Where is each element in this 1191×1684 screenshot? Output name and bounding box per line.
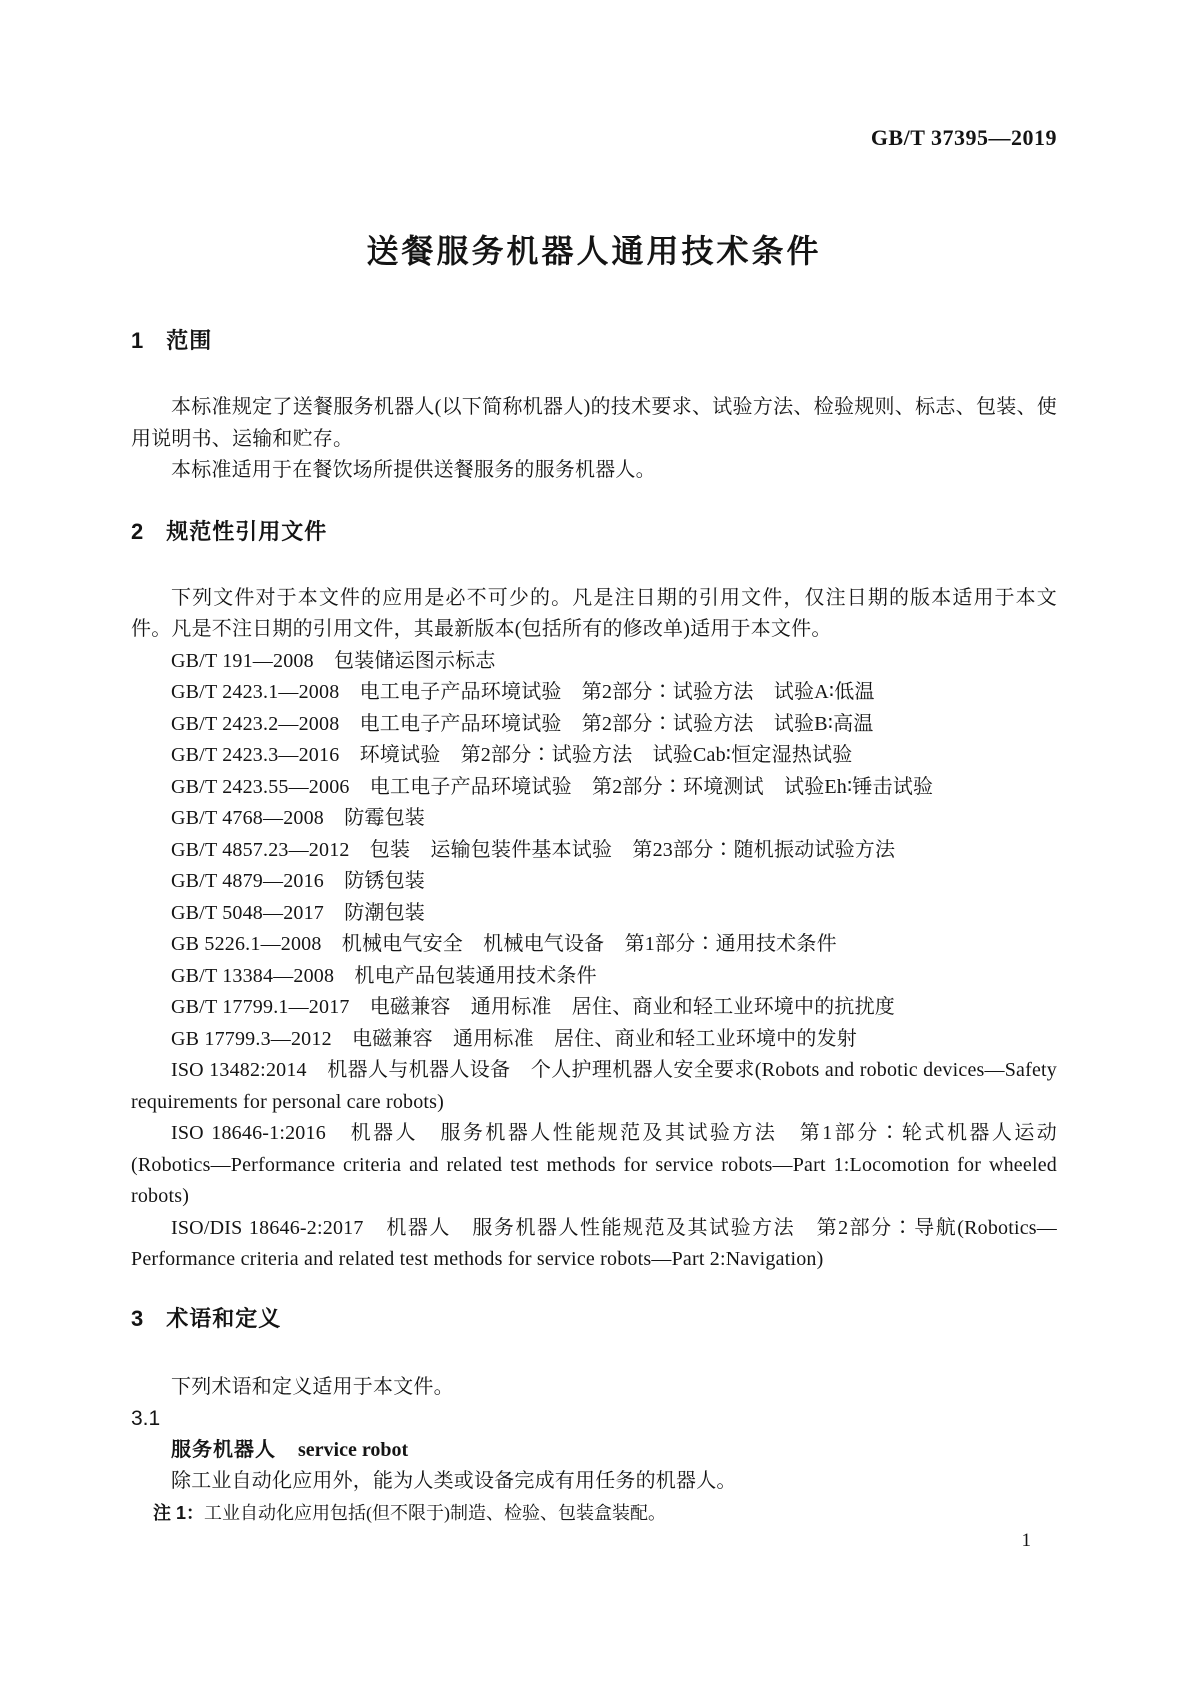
note-label: 注 1： <box>153 1502 205 1523</box>
scope-paragraph-1: 本标准规定了送餐服务机器人(以下简称机器人)的技术要求、试验方法、检验规则、标志、包装、使用说明书、运输和贮存。 <box>131 396 1057 450</box>
reference-item: GB/T 191—2008 包装储运图示标志 <box>171 649 496 672</box>
reference-item: GB/T 17799.1—2017 电磁兼容 通用标准 居住、商业和轻工业环境中的抗扰度 <box>171 996 895 1018</box>
term-zh: 服务机器人 <box>171 1438 276 1461</box>
reference-item: GB/T 2423.3—2016 环境试验 第2部分∶试验方法 试验Cab∶恒定湿热试验 <box>171 744 853 766</box>
doc-number: GB/T 37395—2019 <box>870 125 1057 150</box>
reference-item: GB/T 13384—2008 机电产品包装通用技术条件 <box>171 964 597 987</box>
term-note <box>153 1498 1057 1528</box>
term-line <box>131 1435 1057 1467</box>
reference-item: GB/T 4879—2016 防锈包装 <box>171 870 425 892</box>
terms-intro: 下列术语和定义适用于本文件。 <box>171 1375 454 1398</box>
clause-number: 3.1 <box>131 1407 161 1430</box>
section-2-number: 2 <box>131 518 145 544</box>
reference-item: ISO/DIS 18646-2:2017 机器人 服务机器人性能规范及其试验方法 第2部分∶导航(Robotics—Performance criteria and related test methods for service robots—Part 2:Navigation) <box>131 1216 1057 1270</box>
reference-item: GB/T 4768—2008 防霉包装 <box>171 807 425 829</box>
reference-item: ISO 18646-1:2016 机器人 服务机器人性能规范及其试验方法 第1部分∶轮式机器人运动(Robotics—Performance criteria and related test methods for service robots—Part 1:Locomotion for wheeled robots) <box>131 1122 1057 1207</box>
section-1-heading <box>131 328 1057 354</box>
reference-list <box>131 646 1057 1276</box>
term-definition: 除工业自动化应用外，能为人类或设备完成有用任务的机器人。 <box>171 1470 737 1492</box>
section-2-heading <box>131 519 1057 545</box>
reference-item: GB 17799.3—2012 电磁兼容 通用标准 居住、商业和轻工业环境中的发射 <box>171 1027 857 1050</box>
reference-item: GB 5226.1—2008 机械电气安全 机械电气设备 第1部分∶通用技术条件 <box>171 933 837 955</box>
reference-item: ISO 13482:2014 机器人与机器人设备 个人护理机器人安全要求(Robots and robotic devices—Safety requirements for personal care robots) <box>131 1059 1057 1113</box>
scope-paragraph-2: 本标准适用于在餐饮场所提供送餐服务的服务机器人。 <box>171 459 656 481</box>
reference-item: GB/T 2423.1—2008 电工电子产品环境试验 第2部分∶试验方法 试验A∶低温 <box>171 681 875 703</box>
page-number: 1 <box>1021 1530 1031 1551</box>
section-3-label: 术语和定义 <box>166 1305 282 1331</box>
section-3-number: 3 <box>131 1305 145 1331</box>
section-2-label: 规范性引用文件 <box>166 518 328 544</box>
note-text: 工业自动化应用包括(但不限于)制造、检验、包装盒装配。 <box>204 1502 667 1523</box>
document-title: 送餐服务机器人通用技术条件 <box>366 233 822 269</box>
term-en: service robot <box>298 1438 409 1461</box>
section-1-number: 1 <box>131 328 145 353</box>
normative-references-intro: 下列文件对于本文件的应用是必不可少的。凡是注日期的引用文件，仅注日期的版本适用于本文件。凡是不注日期的引用文件，其最新版本(包括所有的修改单)适用于本文件。 <box>131 586 1057 640</box>
section-3-heading <box>131 1306 1057 1332</box>
reference-item: GB/T 4857.23—2012 包装 运输包装件基本试验 第23部分∶随机振动试验方法 <box>171 838 896 861</box>
reference-item: GB/T 5048—2017 防潮包装 <box>171 901 425 924</box>
reference-item: GB/T 2423.2—2008 电工电子产品环境试验 第2部分∶试验方法 试验B∶高温 <box>171 712 874 735</box>
section-1-label: 范围 <box>166 328 213 353</box>
reference-item: GB/T 2423.55—2006 电工电子产品环境试验 第2部分∶环境测试 试验Eh∶锤击试验 <box>171 775 934 798</box>
